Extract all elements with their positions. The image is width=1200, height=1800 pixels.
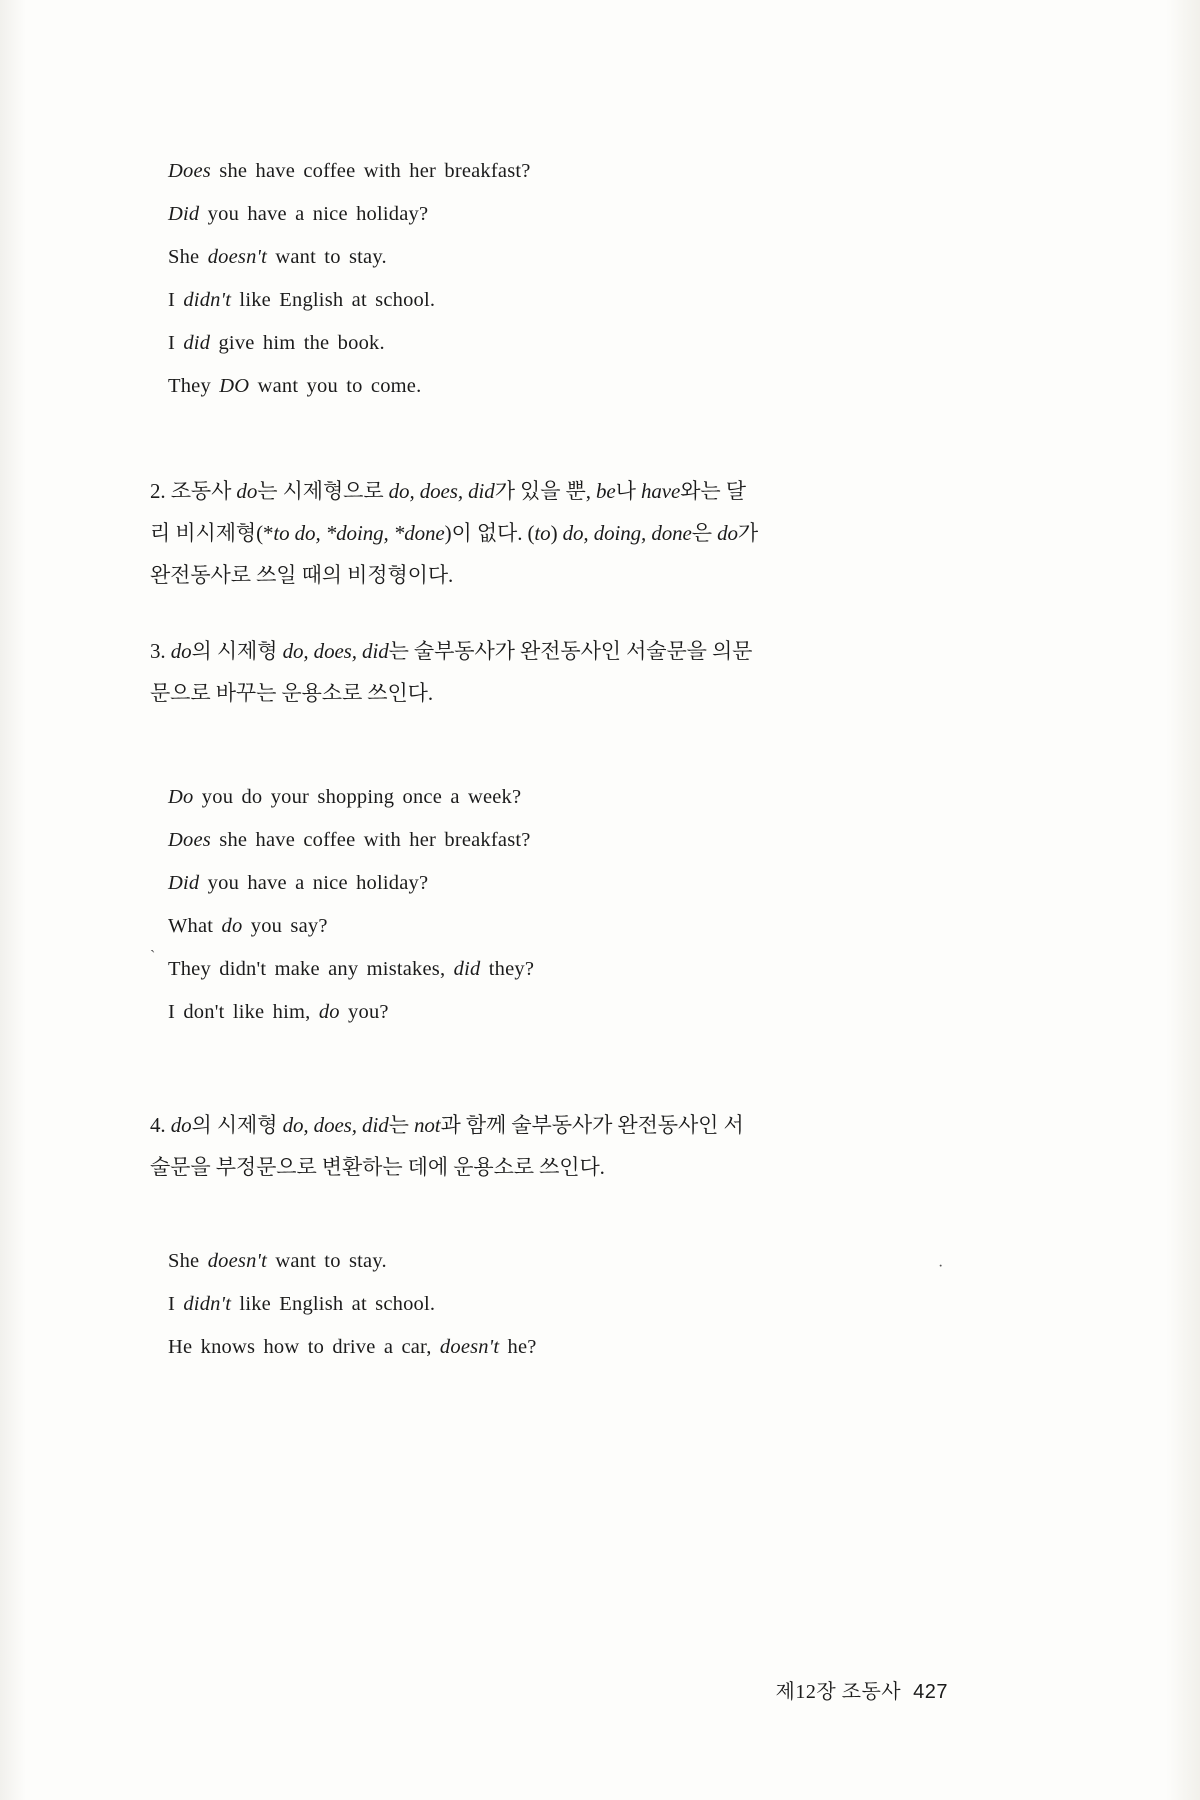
- emphasis-text: didn't: [183, 289, 232, 311]
- block-spacer: [150, 408, 910, 470]
- emphasis-text: doesn't: [207, 246, 267, 268]
- paragraph-line: [150, 672, 910, 714]
- plain-text: 3.: [150, 639, 171, 663]
- body-paragraph: [150, 1104, 910, 1188]
- example-sentence-block: [168, 776, 910, 1034]
- example-sentence: [168, 905, 910, 948]
- body-paragraph: [150, 470, 910, 596]
- footer-chapter-title: 제12장 조동사: [775, 1681, 902, 1703]
- example-sentence: [168, 279, 910, 322]
- plain-text: she have coffee with her breakfast?: [210, 829, 531, 851]
- plain-text: 4.: [150, 1113, 171, 1137]
- emphasis-text: did: [183, 332, 211, 354]
- example-sentence: [168, 862, 910, 905]
- block-spacer: [150, 1034, 910, 1104]
- emphasis-text: doesn't: [207, 1250, 267, 1272]
- paragraph-line: [150, 1104, 910, 1146]
- emphasis-text: do: [717, 521, 738, 545]
- example-sentence: [168, 819, 910, 862]
- plain-text: you have a nice holiday?: [199, 872, 429, 894]
- plain-text: want to stay.: [267, 1250, 387, 1272]
- plain-text: you?: [339, 1001, 389, 1023]
- plain-text: like English at school.: [231, 1293, 436, 1315]
- plain-text: 문으로 바꾸는 운용소로 쓰인다.: [150, 681, 434, 705]
- paragraph-line: [150, 512, 910, 554]
- plain-text: 가 있을 뿐,: [494, 479, 597, 503]
- example-sentence: [168, 193, 910, 236]
- emphasis-text: do: [318, 1001, 340, 1023]
- text-block-container: [150, 150, 910, 1369]
- emphasis-text: Does: [168, 160, 211, 182]
- emphasis-text: do: [221, 915, 243, 937]
- emphasis-text: do, does, did: [282, 1113, 389, 1137]
- plain-text: give him the book.: [210, 332, 385, 354]
- emphasis-text: Do: [168, 786, 194, 808]
- example-sentence: [168, 150, 910, 193]
- plain-text: 과 함께 술부동사가 완전동사인 서: [440, 1113, 744, 1137]
- plain-text: 완전동사로 쓰일 때의 비정형이다.: [150, 563, 454, 587]
- emphasis-text: did: [453, 958, 481, 980]
- example-sentence: [168, 991, 910, 1034]
- emphasis-text: to: [534, 521, 551, 545]
- stray-scan-mark: `: [150, 948, 156, 965]
- example-sentence-block: [168, 1240, 910, 1369]
- emphasis-text: do: [170, 639, 192, 663]
- plain-text: 는 시제형으로: [257, 479, 389, 503]
- block-spacer: [150, 714, 910, 776]
- plain-text: she have coffee with her breakfast?: [210, 160, 531, 182]
- example-sentence-block: [168, 150, 910, 408]
- example-sentence: [168, 322, 910, 365]
- emphasis-text: doesn't: [439, 1336, 500, 1358]
- body-paragraph: [150, 630, 910, 714]
- example-sentence: [168, 776, 910, 819]
- plain-text: He knows how to drive a car,: [168, 1336, 440, 1358]
- example-sentence: [168, 948, 910, 991]
- plain-text: I: [168, 1293, 184, 1315]
- example-sentence: [168, 1326, 910, 1369]
- plain-text: She: [168, 246, 208, 268]
- block-spacer: [150, 596, 910, 630]
- plain-text: you say?: [242, 915, 328, 937]
- example-sentence: [168, 1283, 910, 1326]
- plain-text: 는 술부동사가 완전동사인 서술문을 의문: [388, 639, 753, 663]
- emphasis-text: to do, *doing, *done: [273, 521, 445, 545]
- plain-text: She: [168, 1250, 208, 1272]
- plain-text: want to stay.: [267, 246, 387, 268]
- plain-text: 는: [388, 1113, 414, 1137]
- emphasis-text: do: [170, 1113, 192, 1137]
- page-body: [150, 150, 910, 1369]
- plain-text: I: [168, 289, 184, 311]
- plain-text: 리 비시제형(*: [150, 521, 274, 545]
- emphasis-text: do, doing, done: [562, 521, 692, 545]
- emphasis-text: do, does, did: [282, 639, 389, 663]
- plain-text: 나: [615, 479, 641, 503]
- emphasis-text: be: [596, 479, 616, 503]
- emphasis-text: do: [236, 479, 258, 503]
- plain-text: I don't like him,: [168, 1001, 319, 1023]
- plain-text: They: [168, 375, 220, 397]
- footer-page-number: 427: [913, 1681, 948, 1703]
- emphasis-text: Does: [168, 829, 211, 851]
- plain-text: they?: [480, 958, 535, 980]
- plain-text: )이 없다. (: [444, 521, 535, 545]
- emphasis-text: not: [413, 1113, 441, 1137]
- plain-text: you have a nice holiday?: [199, 203, 429, 225]
- plain-text: you do your shopping once a week?: [193, 786, 522, 808]
- page-edge-shadow-left: [0, 0, 26, 1800]
- page-edge-shadow-right: [1166, 0, 1200, 1800]
- paragraph-line: [150, 1146, 910, 1188]
- paragraph-line: [150, 554, 910, 596]
- plain-text: want you to come.: [249, 375, 422, 397]
- plain-text: 은: [691, 521, 718, 545]
- example-sentence: [168, 236, 910, 279]
- example-sentence: [168, 1240, 910, 1283]
- emphasis-text: do, does, did: [388, 479, 495, 503]
- emphasis-text: Did: [168, 203, 200, 225]
- emphasis-text: DO: [219, 375, 250, 397]
- paragraph-line: [150, 470, 910, 512]
- example-sentence: [168, 365, 910, 408]
- paragraph-line: [150, 630, 910, 672]
- plain-text: 2. 조동사: [150, 479, 237, 503]
- emphasis-text: didn't: [183, 1293, 232, 1315]
- plain-text: ): [550, 521, 563, 545]
- stray-scan-mark-2: ·: [938, 1258, 944, 1275]
- plain-text: I: [168, 332, 184, 354]
- plain-text: They didn't make any mistakes,: [168, 958, 454, 980]
- plain-text: 와는 달: [680, 479, 746, 503]
- plain-text: What: [168, 915, 222, 937]
- plain-text: 의 시제형: [191, 1113, 283, 1137]
- plain-text: like English at school.: [231, 289, 436, 311]
- plain-text: 의 시제형: [191, 639, 283, 663]
- block-spacer: [150, 1188, 910, 1240]
- page-footer: [0, 1675, 1200, 1704]
- emphasis-text: Did: [168, 872, 200, 894]
- plain-text: 가: [737, 521, 759, 545]
- plain-text: 술문을 부정문으로 변환하는 데에 운용소로 쓰인다.: [150, 1155, 605, 1179]
- plain-text: he?: [499, 1336, 537, 1358]
- emphasis-text: have: [641, 479, 681, 503]
